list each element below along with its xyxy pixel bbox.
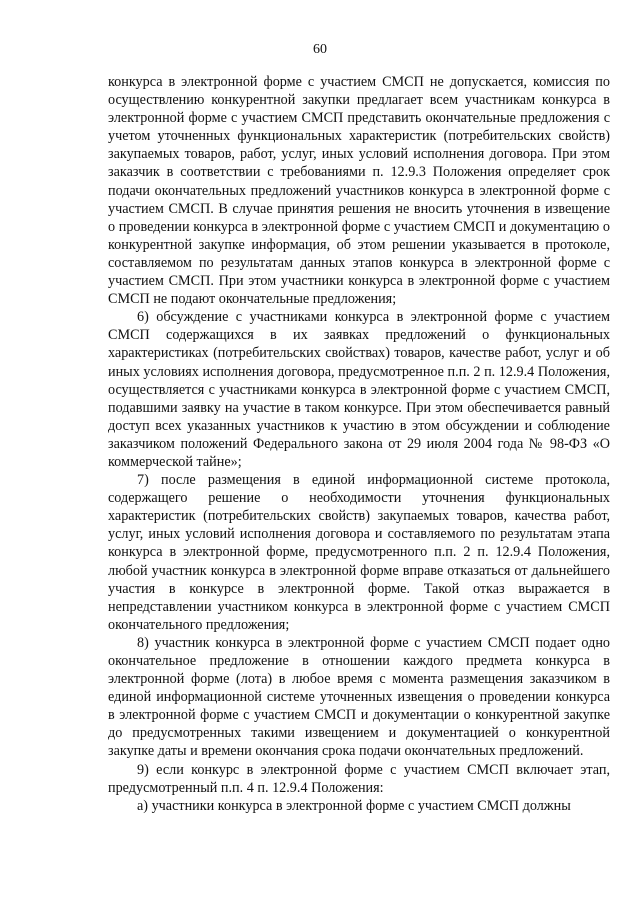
paragraph-item-8: 8) участник конкурса в электронной форме с участием СМСП подает одно окончательное предложение в отношении каждого предмета конкурса в электронной форме (лота) в любое время с момента размещения заказчиком в единой информационной системе уточненных извещения о проведении конкурса в электронной форме с участием СМСП и документации о конкурентной закупке до предусмотренных такими извещением и документацией о конкурентной закупке даты и времени окончания срока подачи окончательных предложений. [108, 634, 610, 760]
document-body [108, 73, 610, 815]
paragraph-item-6: 6) обсуждение с участниками конкурса в электронной форме с участием СМСП содержащихся в их заявках предложений о функциональных характеристиках (потребительских свойствах) товаров, качестве работ, услуг и об иных условиях исполнения договора, предусмотренное п.п. 2 п. 12.9.4 Положения, осуществляется с участниками конкурса в электронной форме с участием СМСП, подавшими заявку на участие в таком конкурсе. При этом обеспечивается равный доступ всех указанных участников к участию в этом обсуждении и соблюдение заказчиком положений Федерального закона от 29 июля 2004 года № 98-ФЗ «О коммерческой тайне»; [108, 309, 610, 470]
paragraph-item-9: 9) если конкурс в электронной форме с участием СМСП включает этап, предусмотренный п.п. 4 п. 12.9.4 Положения: [108, 761, 610, 796]
paragraph-subitem-a: а) участники конкурса в электронной форме с участием СМСП должны [137, 797, 571, 814]
paragraph-item-7: 7) после размещения в единой информационной системе протокола, содержащего решение о необходимости уточнения функциональных характеристик (потребительских свойств) закупаемых товаров, качества работ, услуг, иных условий исполнения договора и составляемого по результатам этапа конкурса в электронной форме, предусмотренного п.п. 2 п. 12.9.4 Положения, любой участник конкурса в электронной форме вправе отказаться от дальнейшего участия в конкурсе в электронной форме. Такой отказ выражается в непредставлении участником конкурса в электронной форме с участием СМСП окончательного предложения; [108, 472, 610, 633]
page-number: 60 [313, 42, 327, 57]
paragraph-continuation: конкурса в электронной форме с участием СМСП не допускается, комиссия по осуществлению конкурентной закупки предлагает всем участникам конкурса в электронной форме с участием СМСП представить окончательные предложения с учетом уточненных функциональных характеристик (потребительских свойств) закупаемых товаров, работ, услуг, иных условий исполнения договора. При этом заказчик в соответствии с требованиями п. 12.9.3 Положения определяет срок подачи окончательных предложений участников конкурса в электронной форме с участием СМСП. В случае принятия решения не вносить уточнения в извещение о проведении конкурса в электронной форме с участием СМСП и документацию о конкурентной закупке информация, об этом решении указывается в протоколе, составляемом по результатам данных этапов конкурса в электронной форме с участием СМСП. При этом участники конкурса в электронной форме с участием СМСП не подают окончательные предложения; [108, 74, 610, 308]
